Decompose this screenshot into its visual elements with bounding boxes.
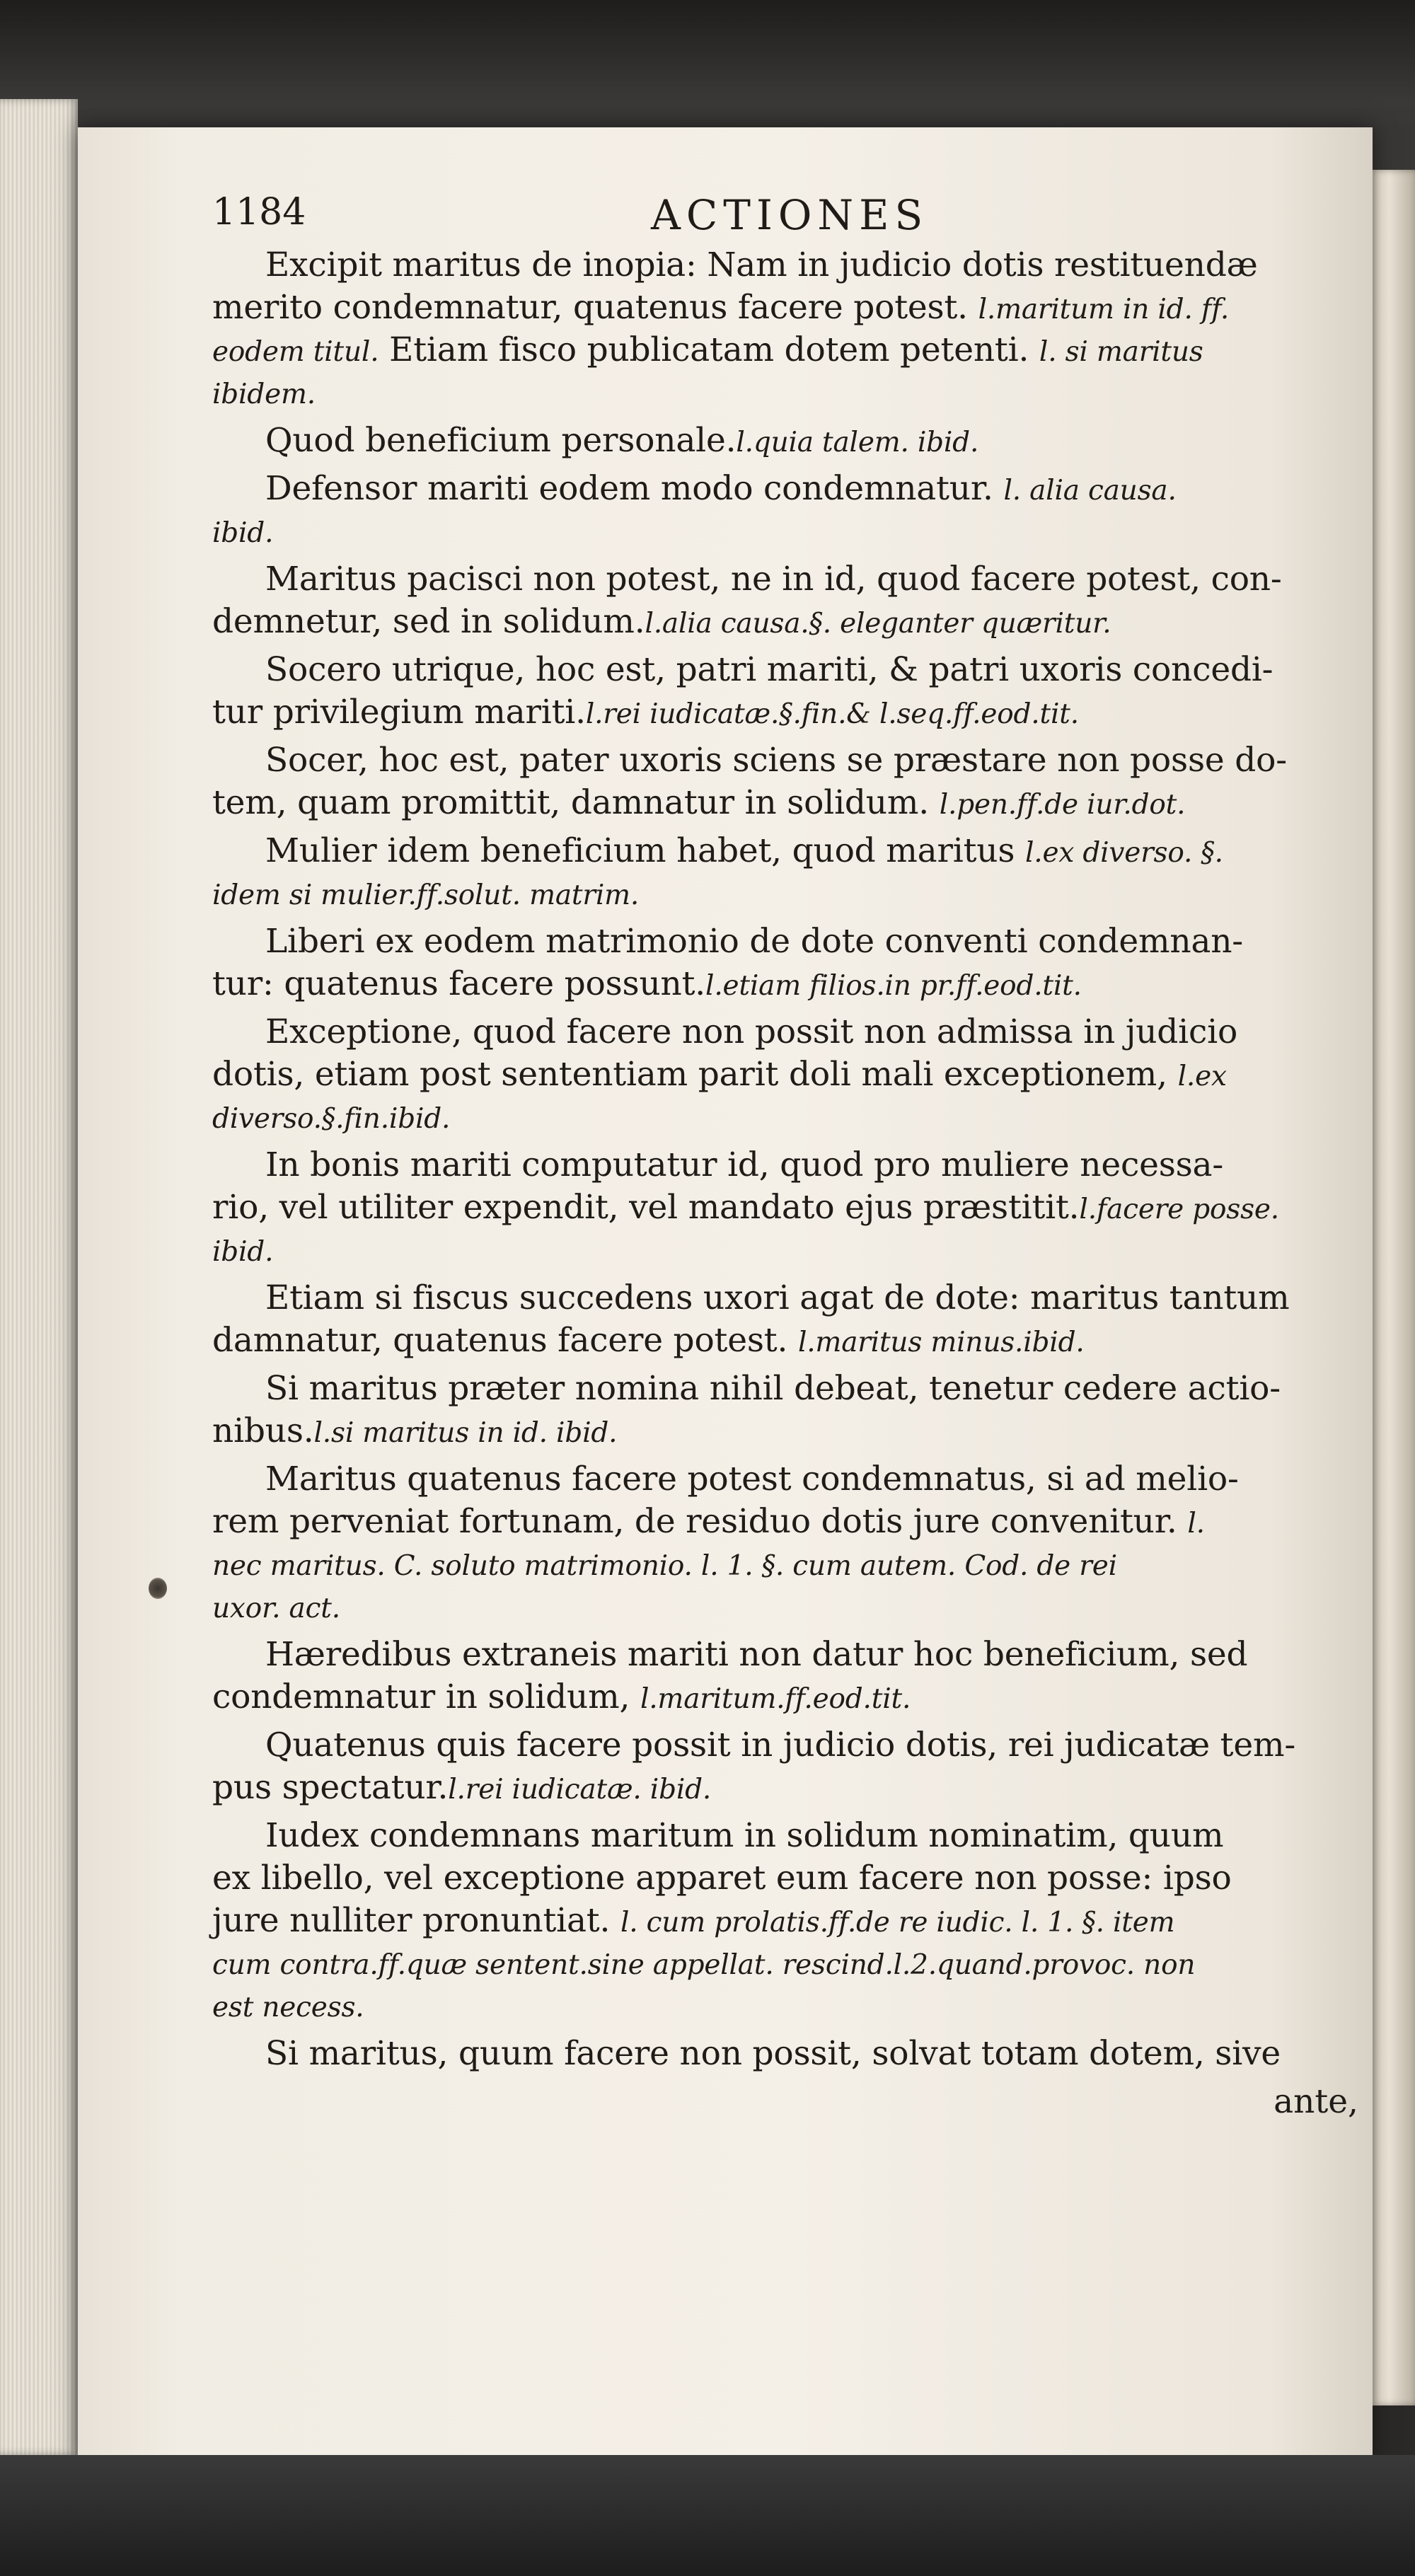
line-text: jure nulliter pronuntiat. <box>212 1901 620 1940</box>
legal-citation: l.pen.ff.de iur.dot. <box>939 789 1186 821</box>
paragraph <box>212 420 1358 462</box>
legal-citation: est necess. <box>212 1992 364 2023</box>
text-line <box>212 1543 1358 1586</box>
paragraph-gap <box>212 1719 1358 1724</box>
paragraph <box>212 739 1358 824</box>
line-text: tur privilegium mariti. <box>212 693 586 732</box>
text-line <box>212 558 1358 601</box>
line-text: ex libello, vel exceptione apparet eum facere non posse: ipso <box>212 1859 1232 1898</box>
text-line <box>212 1724 1358 1767</box>
line-text: Maritus quatenus facere potest condemnatus, si ad melio- <box>265 1460 1239 1498</box>
line-text: Si maritus, quum facere non possit, solvat totam dotem, sive <box>265 2034 1281 2073</box>
line-text: tem, quam promittit, damnatur in solidum. <box>212 783 940 822</box>
text-line <box>212 1676 1358 1719</box>
text-line <box>212 1458 1358 1501</box>
paragraph <box>212 244 1358 414</box>
text-line <box>212 1815 1358 1857</box>
text-line <box>212 1586 1358 1628</box>
text-line <box>212 1634 1358 1676</box>
legal-citation: l.rei iudicatæ. ibid. <box>448 1774 712 1806</box>
legal-citation: l.ex <box>1177 1061 1227 1092</box>
text-line <box>212 244 1358 287</box>
paragraph <box>212 649 1358 734</box>
paragraph-gap <box>212 734 1358 739</box>
line-text: Si maritus præter nomina nihil debeat, tenetur cedere actio- <box>265 1369 1281 1408</box>
line-text: Iudex condemnans maritum in solidum nominatim, quum <box>265 1816 1224 1855</box>
text-line <box>212 2033 1358 2075</box>
legal-citation: l.si maritus in id. ibid. <box>313 1417 618 1449</box>
line-text: condemnatur in solidum, <box>212 1677 640 1716</box>
paragraph <box>212 558 1358 643</box>
legal-citation: idem si mulier.ff.solut. matrim. <box>212 879 640 911</box>
paragraph-gap <box>212 414 1358 420</box>
line-text: Etiam fisco publicatam dotem petenti. <box>379 330 1039 369</box>
text-line <box>212 468 1358 510</box>
paragraph-gap <box>212 1452 1358 1458</box>
paragraph-gap <box>212 2027 1358 2033</box>
line-text: Quatenus quis facere possit in judicio dotis, rei judicatæ tem- <box>265 1726 1296 1764</box>
line-text: demnetur, sed in solidum. <box>212 602 645 641</box>
line-text: Socer, hoc est, pater uxoris sciens se præstare non posse do- <box>265 741 1287 780</box>
text-line <box>212 782 1358 824</box>
text-line <box>212 1186 1358 1229</box>
legal-citation: l.alia causa.§. eleganter quæritur. <box>645 608 1111 640</box>
text-line <box>212 1368 1358 1410</box>
text-line <box>212 1767 1358 1809</box>
text-line <box>212 1277 1358 1319</box>
page-number: 1184 <box>212 191 306 233</box>
legal-citation: l.maritus minus.ibid. <box>797 1327 1085 1358</box>
line-text: Maritus pacisci non potest, ne in id, quod facere potest, con- <box>265 560 1282 599</box>
paragraph-gap <box>212 915 1358 920</box>
paragraph-gap <box>212 1271 1358 1277</box>
legal-citation: l. <box>1187 1508 1205 1540</box>
line-text: merito condemnatur, quatenus facere potest. <box>212 288 978 327</box>
paragraph-gap <box>212 1809 1358 1815</box>
legal-citation: ibidem. <box>212 379 316 410</box>
line-text: Excipit maritus de inopia: Nam in judicio dotis restituendæ <box>265 246 1258 284</box>
text-line <box>212 510 1358 553</box>
line-text: Quod beneficium personale. <box>265 421 737 460</box>
legal-citation: l.ex diverso. §. <box>1025 837 1223 869</box>
book-page-edges-left <box>0 99 78 2455</box>
line-text: nibus. <box>212 1411 314 1450</box>
legal-citation: diverso.§.fin.ibid. <box>212 1103 451 1135</box>
line-text: Socero utrique, hoc est, patri mariti, & patri uxoris concedi- <box>265 650 1274 689</box>
catchword: ante, <box>1274 2082 1358 2121</box>
line-text: pus spectatur. <box>212 1768 449 1807</box>
legal-citation: l.rei iudicatæ.§.fin.& l.seq.ff.eod.tit. <box>585 698 1079 730</box>
paragraph-gap <box>212 643 1358 649</box>
text-line <box>212 1501 1358 1543</box>
running-head: ACTIONES <box>651 191 929 239</box>
paragraph <box>212 468 1358 553</box>
legal-citation: l.maritum in id. ff. <box>978 294 1230 325</box>
line-text: Hæredibus extraneis mariti non datur hoc beneficium, sed <box>265 1635 1248 1674</box>
text-line <box>212 601 1358 643</box>
paragraph-gap <box>212 1362 1358 1368</box>
paragraph <box>212 830 1358 915</box>
paragraph <box>212 920 1358 1005</box>
legal-citation: nec maritus. C. soluto matrimonio. l. 1. §. cum autem. Cod. de rei <box>212 1550 1117 1582</box>
paragraph-gap <box>212 824 1358 830</box>
text-line <box>212 1144 1358 1186</box>
legal-citation: uxor. act. <box>212 1593 340 1624</box>
text-line <box>212 287 1358 329</box>
paragraph-gap <box>212 2075 1358 2081</box>
paragraph-gap <box>212 1628 1358 1634</box>
legal-citation: l. cum prolatis.ff.de re iudic. l. 1. §. item <box>620 1907 1175 1939</box>
text-line <box>212 329 1358 371</box>
top-shadow <box>0 0 1415 127</box>
text-line <box>212 1096 1358 1138</box>
legal-citation: ibid. <box>212 1236 274 1268</box>
line-text: Exceptione, quod facere non possit non admissa in judicio <box>265 1012 1238 1051</box>
line-text: In bonis mariti computatur id, quod pro muliere necessa- <box>265 1145 1224 1184</box>
paragraph <box>212 1368 1358 1452</box>
line-text: Liberi ex eodem matrimonio de dote conventi condemnan- <box>265 922 1243 961</box>
legal-citation: cum contra.ff.quæ sentent.sine appellat. rescind.l.2.quand.provoc. non <box>212 1949 1196 1981</box>
line-text: rem perveniat fortunam, de residuo dotis jure convenitur. <box>212 1502 1188 1541</box>
text-line <box>212 1985 1358 2027</box>
text-line <box>212 1942 1358 1985</box>
text-line <box>212 1410 1358 1452</box>
legal-citation: l.etiam filios.in pr.ff.eod.tit. <box>705 970 1082 1002</box>
paragraph <box>212 1815 1358 2027</box>
paragraph-gap <box>212 462 1358 468</box>
bottom-shadow <box>0 2455 1415 2576</box>
legal-citation: l.maritum.ff.eod.tit. <box>640 1683 911 1715</box>
paragraph <box>212 1144 1358 1271</box>
legal-citation: l.quia talem. ibid. <box>736 427 979 458</box>
text-line <box>212 1053 1358 1096</box>
line-text: tur: quatenus facere possunt. <box>212 964 706 1003</box>
paragraph <box>212 1724 1358 1809</box>
line-text: Mulier idem beneficium habet, quod maritus <box>265 831 1026 870</box>
text-line <box>212 739 1358 782</box>
paragraph-gap <box>212 1005 1358 1011</box>
text-line <box>212 1900 1358 1942</box>
paragraph <box>212 2033 1358 2075</box>
text-line <box>212 920 1358 963</box>
text-line <box>212 1011 1358 1053</box>
paragraph <box>212 1634 1358 1719</box>
text-line <box>212 1319 1358 1362</box>
body-text <box>212 244 1358 2123</box>
text-line <box>212 371 1358 414</box>
legal-citation: l.facere posse. <box>1079 1194 1279 1225</box>
line-text: rio, vel utiliter expendit, vel mandato ejus præstitit. <box>212 1188 1080 1227</box>
legal-citation: l. si maritus <box>1039 336 1203 368</box>
ink-mark-icon <box>149 1578 167 1599</box>
text-line <box>212 691 1358 734</box>
line-text: dotis, etiam post sententiam parit doli mali exceptionem, <box>212 1055 1178 1094</box>
text-line <box>212 420 1358 462</box>
line-text: Etiam si fiscus succedens uxori agat de dote: maritus tantum <box>265 1278 1290 1317</box>
text-line <box>212 1857 1358 1900</box>
book-page-edges-right <box>1373 170 1415 2405</box>
paragraph <box>212 1458 1358 1628</box>
paragraph-gap <box>212 1138 1358 1144</box>
legal-citation: ibid. <box>212 517 274 549</box>
paragraph <box>212 1277 1358 1362</box>
text-line <box>212 1229 1358 1271</box>
text-line <box>212 830 1358 872</box>
legal-citation: eodem titul. <box>212 336 379 368</box>
legal-citation: l. alia causa. <box>1003 475 1177 507</box>
line-text: Defensor mariti eodem modo condemnatur. <box>265 469 1004 508</box>
text-line <box>212 649 1358 691</box>
text-line <box>212 963 1358 1005</box>
paragraph <box>212 1011 1358 1138</box>
text-line <box>212 872 1358 915</box>
line-text: damnatur, quatenus facere potest. <box>212 1321 798 1360</box>
paragraph-gap <box>212 553 1358 558</box>
